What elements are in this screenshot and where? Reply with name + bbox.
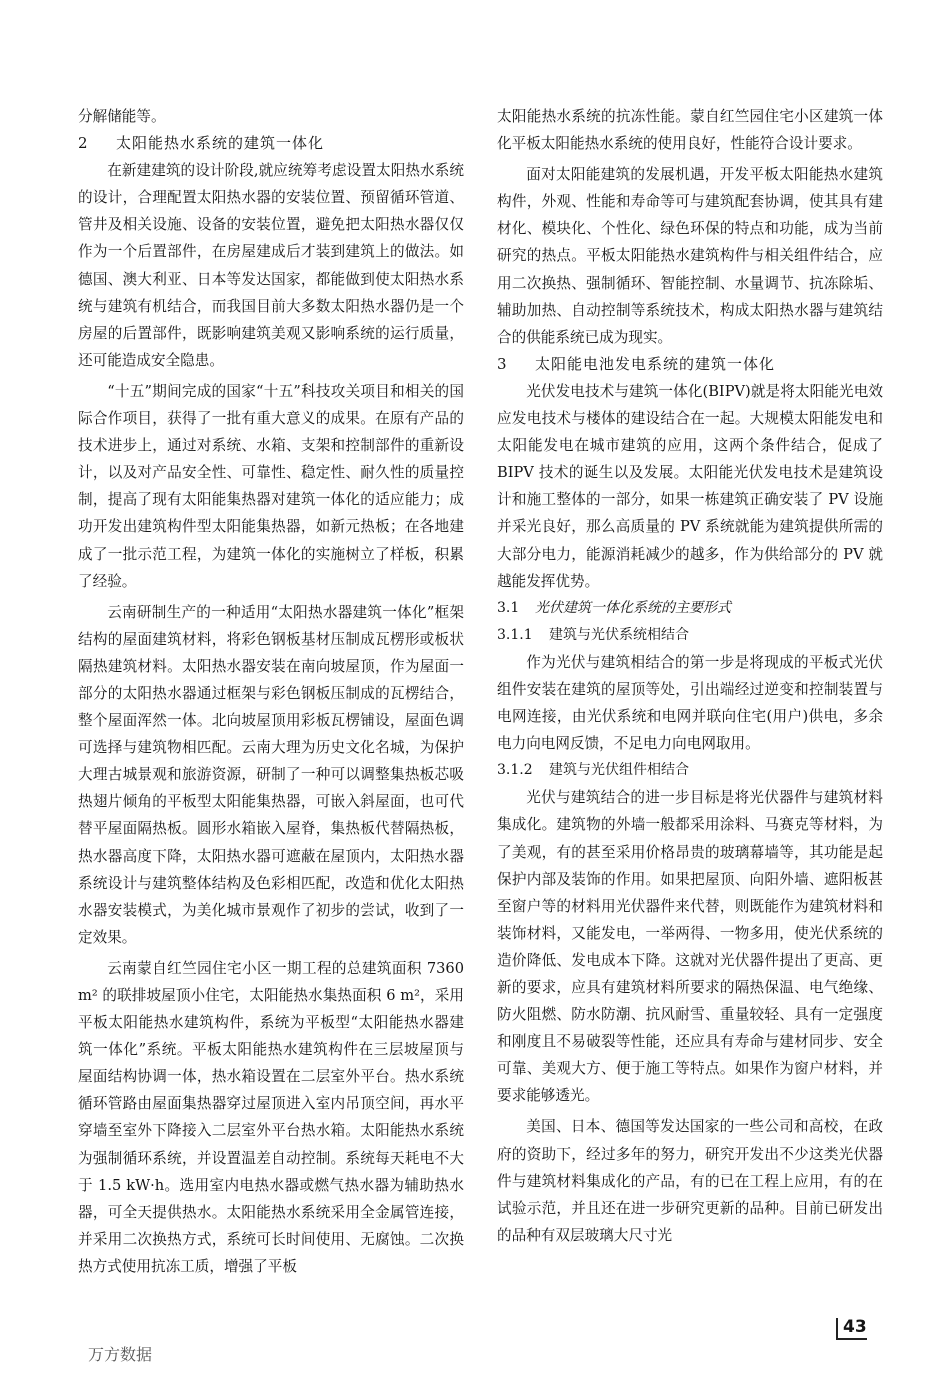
- paragraph: 光伏发电技术与建筑一体化(BIPV)就是将太阳能光电效应发电技术与楼体的建设结合在一起。大规模太阳能发电和太阳能发电在城市建筑的应用，这两个条件结合，促成了 BIPV 技术的诞生以及发展。太阳能光伏发电技术是建筑设计和施工整体的一部分，如果一栋建筑正确安装了 PV 设施并采光良好，那么高质量的 PV 系统就能为建筑提供所需的大部分电力，能源消耗减少的越多，作为供给部分的 PV 就越能发挥优势。: [497, 382, 883, 590]
- subsubsection-number: 3.1.2: [497, 762, 533, 779]
- section-heading: [78, 130, 464, 157]
- watermark: 万方数据: [88, 1345, 153, 1364]
- paragraph: 云南研制生产的一种适用“太阳热水器建筑一体化”框架结构的屋面建筑材料，将彩色钢板基材压制成瓦楞形或板状隔热建筑材料。太阳热水器安装在南向坡屋顶，作为屋面一部分的太阳热水器通过框架与彩色钢板压制成的瓦楞结合，整个屋面浑然一体。北向坡屋顶用彩板瓦楞铺设，屋面色调可选择与建筑物相匹配。云南大理为历史文化名城，为保护大理古城景观和旅游资源，研制了一种可以调整集热板芯吸热翅片倾角的平板型太阳能集热器，可嵌入斜屋面，也可代替平屋面隔热板。圆形水箱嵌入屋脊，集热板代替隔热板，热水器高度下降，太阳热水器可遮蔽在屋顶内，太阳热水器系统设计与建筑整体结构及色彩相匹配，改造和优化太阳热水器安装模式，为美化城市景观作了初步的尝试，收到了一定效果。: [78, 603, 464, 946]
- section-heading: [497, 351, 883, 378]
- paragraph: 光伏与建筑结合的进一步目标是将光伏器件与建筑材料集成化。建筑物的外墙一般都采用涂料、马赛克等材料，为了美观，有的甚至采用价格昂贵的玻璃幕墙等，其功能是起保护内部及装饰的作用。如果把屋顶、向阳外墙、遮阳板甚至窗户等的材料用光伏器件来代替，则既能作为建筑材料和装饰材料，又能发电，一举两得、一物多用，使光伏系统的造价降低、发电成本下降。这就对光伏器件提出了更高、更新的要求，应具有建筑材料所要求的隔热保温、电气绝缘、防火阻燃、防水防潮、抗风耐雪、重量较轻、具有一定强度和刚度且不易破裂等性能，还应具有寿命与建材同步、安全可靠、美观大方、便于施工等特点。如果作为窗户材料，并要求能够透光。: [497, 789, 883, 1105]
- page-number: 43: [836, 1318, 867, 1340]
- subsection-number: 3.1: [497, 599, 520, 616]
- subsubsection-title: 建筑与光伏系统相结合: [549, 626, 689, 643]
- section-title: 太阳能电池发电系统的建筑一体化: [535, 354, 776, 373]
- paragraph: 云南蒙自红竺园住宅小区一期工程的总建筑面积 7360 m² 的联排坡屋顶小住宅，太阳能热水集热面积 6 m²，采用平板太阳能热水建筑构件，系统为平板型“太阳能热水器建筑一体化”系统。平板太阳能热水建筑构件在三层坡屋顶与屋面结构协调一体，热水箱设置在二层室外平台。热水系统循环管路由屋面集热器穿过屋顶进入室内吊顶空间，再水平穿墙至室外下降接入二层室外平台热水箱。太阳能热水系统为强制循环系统，并设置温差自动控制。系统每天耗电不大于 1.5 kW·h。选用室内电热水器或燃气热水器为辅助热水器，可全天提供热水。太阳能热水系统采用全金属管连接，并采用二次换热方式，系统可长时间使用、无腐蚀。二次换热方式使用抗冻工质，增强了平板: [78, 959, 464, 1275]
- section-title: 太阳能热水系统的建筑一体化: [116, 134, 325, 153]
- subsection-heading: [497, 595, 883, 622]
- paragraph: 美国、日本、德国等发达国家的一些公司和高校，在政府的资助下，经过多年的努力，研究开发出不少这类光伏器件与建筑材料集成化的产品，有的已在工程上应用，有的在试验示范，并且还在进一步研究更新的品种。目前已研发出的品种有双层玻璃大尺寸光: [497, 1118, 883, 1244]
- subsubsection-heading: [497, 622, 883, 649]
- paragraph: “十五”期间完成的国家“十五”科技攻关项目和相关的国际合作项目，获得了一批有重大意义的成果。在原有产品的技术进步上，通过对系统、水箱、支架和控制部件的重新设计，以及对产品安全性、可靠性、稳定性、耐久性的质量控制，提高了现有太阳能集热器对建筑一体化的适应能力；成功开发出建筑构件型太阳能集热器，如新元热板；在各地建成了一批示范工程，为建筑一体化的实施树立了样板，积累了经验。: [78, 382, 464, 590]
- subsubsection-heading: [497, 757, 883, 784]
- paragraph: 太阳能热水系统的抗冻性能。蒙自红竺园住宅小区建筑一体化平板太阳能热水系统的使用良好，性能符合设计要求。: [497, 108, 883, 153]
- subsection-title: 光伏建筑一体化系统的主要形式: [535, 599, 731, 616]
- paragraph: 在新建建筑的设计阶段,就应统筹考虑设置太阳热水系统的设计，合理配置太阳热水器的安装位置、预留循环管道、管井及相关设施、设备的安装位置，避免把太阳热水器仅仅作为一个后置部件，在房屋建成后才装到建筑上的做法。如德国、澳大利亚、日本等发达国家，都能做到使太阳热水系统与建筑有机结合，而我国目前大多数太阳热水器仍是一个房屋的后置部件，既影响建筑美观又影响系统的运行质量，还可能造成安全隐患。: [78, 162, 464, 369]
- left-column: [78, 103, 464, 1280]
- subsubsection-title: 建筑与光伏组件相结合: [549, 762, 689, 779]
- subsubsection-number: 3.1.1: [497, 626, 533, 643]
- paragraph: 面对太阳能建筑的发展机遇，开发平板太阳能热水建筑构件，外观、性能和寿命等可与建筑配套协调，使其具有建材化、模块化、个性化、绿色环保的特点和功能，成为当前研究的热点。平板太阳能热水建筑构件与相关组件结合，应用二次换热、强制循环、智能控制、水量调节、抗冻除垢、辅助加热、自动控制等系统技术，构成太阳热水器与建筑结合的供能系统已成为现实。: [497, 166, 883, 346]
- section-number: 3: [497, 354, 508, 373]
- right-column: [497, 103, 883, 1249]
- section-number: 2: [78, 134, 89, 153]
- paragraph: 分解储能等。: [78, 108, 166, 125]
- paragraph: 作为光伏与建筑相结合的第一步是将现成的平板式光伏组件安装在建筑的屋顶等处，引出端经过逆变和控制装置与电网连接，由光伏系统和电网并联向住宅(用户)供电，多余电力向电网反馈，不足电力向电网取用。: [497, 653, 883, 753]
